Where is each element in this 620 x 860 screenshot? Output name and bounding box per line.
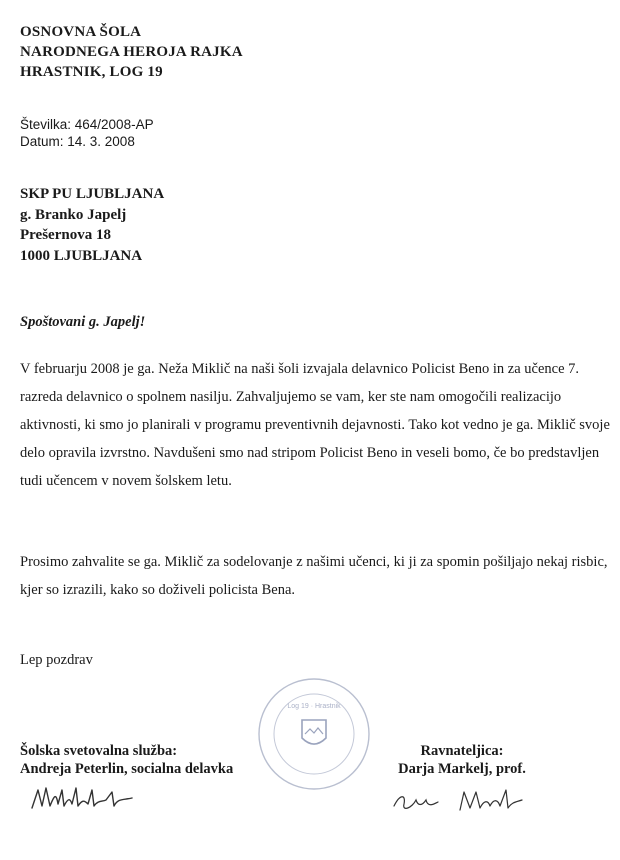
sender-address — [20, 22, 243, 82]
letter-meta — [20, 116, 154, 150]
signature-block-right — [392, 742, 532, 778]
sender-line: NARODNEGA HEROJA RAJKA — [20, 44, 243, 60]
recipient-line: g. Branko Japelj — [20, 206, 127, 223]
reference-number: Številka: 464/2008-AP — [20, 117, 154, 132]
signer-title: Šolska svetovalna služba: — [20, 743, 178, 759]
recipient-address — [20, 184, 164, 266]
sender-line: HRASTNIK, LOG 19 — [20, 64, 163, 80]
signer-name: Darja Markelj, prof. — [398, 761, 526, 777]
recipient-line: SKP PU LJUBLJANA — [20, 186, 165, 202]
letter-date: Datum: 14. 3. 2008 — [20, 134, 135, 149]
closing-greeting: Lep pozdrav — [20, 652, 93, 668]
salutation: Spoštovani g. Japelj! — [20, 314, 146, 330]
handwritten-signature-left — [28, 782, 140, 816]
sender-line: OSNOVNA ŠOLA — [20, 24, 142, 40]
recipient-line: Prešernova 18 — [20, 227, 111, 243]
signer-name: Andreja Peterlin, socialna delavka — [20, 761, 234, 777]
signature-block-left — [20, 742, 233, 778]
recipient-line: 1000 LJUBLJANA — [20, 247, 143, 264]
school-stamp — [256, 676, 372, 792]
coat-of-arms-icon — [302, 720, 326, 744]
handwritten-signature-right — [390, 784, 530, 818]
body-paragraph: Prosimo zahvalite se ga. Miklič za sodelovanje z našimi učenci, ki ji za spomin pošiljajo nekaj risbic, kjer so izrazili, kako so doživeli policista Bena. — [20, 554, 608, 598]
signer-title: Ravnateljica: — [420, 743, 504, 759]
body-paragraph: V februarju 2008 je ga. Neža Miklič na naši šoli izvajala delavnico Policist Beno in za učence 7. razreda delavnico o spolnem nasilju. Zahvaljujemo se vam, ker ste nam omogočili realizacijo aktivnosti, ki smo jo planirali v programu preventivnih dejavnosti. Tako kot vedno je ga. Miklič svoje delo opravila izvrstno. Navdušeni smo nad stripom Policist Beno in veseli bomo, če bo predstavljen tudi učencem v novem šolskem letu. — [20, 361, 610, 489]
stamp-text: Log 19 · Hrastnik — [287, 703, 341, 710]
